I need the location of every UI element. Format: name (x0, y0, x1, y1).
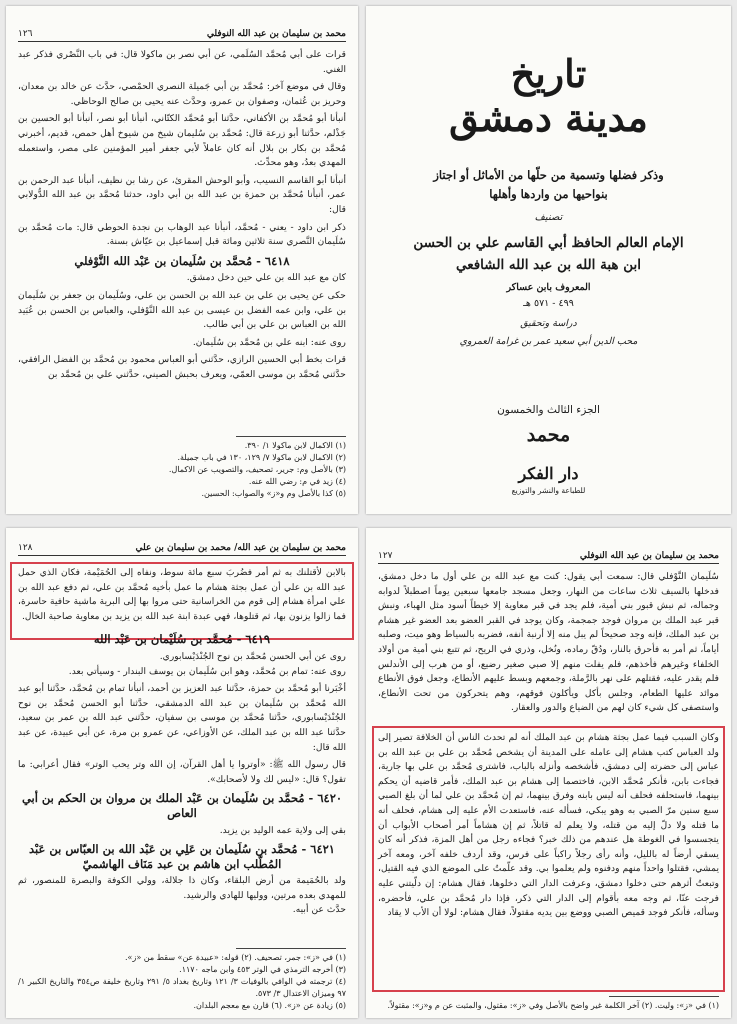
highlighted-paragraph: بالابن لأقتلنك به ثم أمر فضُربَ سبع مائة سوط، ونفاه إلى الحُمَيْمة، فكان الذي حمل عبد الله بن علي أن عمل بجثة هشام ما عمل بأخيه مُحمَّد بن علي، ثم دفع عبد الله بن علي امرأة هشام إلى قوم من الخراسانية حتى مروا بها إلى البرية ماشية حافية حاسرة، فما زالوا يزنون بها، ثم قتلوها، فهي عبدة ابنة عبد الله بن يزيد بن معاوية صاحبة الخال. (18, 567, 346, 622)
paragraph: أنبأنا أبو القاسم النسيب، وأبو الوحش المقرئ، عن رشا بن نظيف، أنبأنا عبد الرحمن بن عمر، أنبأنا مُحمَّد بن حمزة بن عبد الله بن أبي داود، حدثنا مُحمَّد بن عبد الله الدُّولابي قال: (18, 174, 346, 215)
footnote-divider (236, 436, 346, 437)
footnote-divider (236, 948, 346, 949)
paragraph: قال رسول الله ﷺ: «أوتروا يا أهل القرآن، إن الله وتر يحب الوتر» فقال أعرابي: ما تقول؟ قال: «ليس لك ولا لأصحابك». (18, 759, 346, 785)
page-body (18, 48, 346, 382)
volume-label: الجزء الثالث والخمسون (497, 404, 600, 416)
book-subtitle (386, 166, 711, 204)
paragraph: حكى عن يحيى بن علي بن عبد الله بن الحسن بن علي، وسُلَيمان بن جعفر بن سُلَيمان بن علي، وابن عمه الفضل بن عيسى بن عبد الله النَّوْفلي، والعباس بن الحسن بن عُبَيد الله بن العباس بن علي بن أبي طالب. (18, 289, 346, 331)
author-line: ابن هبة الله بن عبد الله الشافعي (455, 257, 642, 273)
paragraph: حدَّث عن أبيه. (292, 904, 346, 916)
volume-name: محمد (526, 424, 571, 446)
footnotes (378, 996, 719, 1012)
book-title-line2: مدينة دمشق (449, 95, 648, 140)
entry-heading: ٦٤١٩ - مُحمَّد بن سُلَيْمان بن عَبْد الله (93, 632, 271, 647)
footnote: (٤) ترجمته في الوافي بالوفيات ٣/ ١٢١ وتاريخ بغداد ٥/ ٢٩١ وتاريخ خليفة ص٣٥٤ والتاريخ الكبير ١/ ٩٧ وميزان الاعتدال ٣/ ٥٧٣. (18, 977, 346, 998)
paragraph: أنبأنا أبو مُحمَّد بن الأكفاني، حدَّثنا أبو مُحمَّد الكتّاني، أنبأنا أبو نصر، أنبأنا أبو الحسين بن جَذْلم، حدَّثنا أبو زرعة قال: مُحمَّد بن سُليمان شيخ من شيوخ أهل حمص، قديم، أخبرني مُحمَّد بن بكار بن بلال أنه كان عاملاً لأبي جعفر أمير المؤمنين على مصر، واستعمله المهدي بعدُ، وهو محدِّث. (18, 113, 346, 169)
entry-heading: ٦٤٢١ - مُحمَّد بن سُلَيمان بن عَلِي بن عَبْد الله بن العبّاس بن عَبْد المُطّلب ابن هاشم بن عبد مَنَاف الهاشميّ (28, 842, 335, 871)
paragraph: أخْبَرنا أبو مُحمَّد بن حمزة، حدَّثنا عبد العزيز بن أحمد، أنبأنا تمام بن مُحمَّد، حدَّثنا أبو عبد الله مُحمَّد بن سُلَيمان بن عبد الله الدمشقي، حدَّثنا أبو الحسن مُحمَّد بن نوح الجُنْدَيْسابوري، حدَّثنا مُحمَّد بن موسى بن سفيان، حدَّثني عبد الله بن عمر بن سعيد، حدَّثنا عبد الله بن عبد الملك، عن الأوزاعي، عن عمرو بن مرة، عن أبي عبيدة، عن عبد الله قال: (18, 683, 346, 753)
page-header (378, 550, 719, 564)
tasnif-label: تصنيف (534, 212, 563, 223)
footnote: (٣) بالأصل وم: جرير، تصحيف، والتصويب عن الاكمال. (168, 465, 346, 474)
header-title: محمد بن سليمان بن عبد الله النوفلي (579, 551, 719, 561)
page-number: ١٢٦ (18, 29, 33, 39)
footnote: (٥) كذا بالأصل وم و«ز» والصواب: الحسين. (201, 489, 346, 498)
page-body (378, 570, 719, 716)
paragraph: كان مع عبد الله بن علي حين دخل دمشق. (186, 272, 346, 284)
footnote: (٤) زيد في م: رضي الله عنه. (248, 477, 346, 486)
page-number: ١٢٧ (378, 551, 393, 561)
publisher-sub: للطباعة والنشر والتوزيع (511, 486, 586, 495)
footnote: (٥) زيادة عن «ز». (٦) قارن مع معجم البلدان. (193, 1001, 346, 1010)
header-title: محمد بن سليمان بن عبد الله/ محمد بن سليمان بن علي (135, 543, 346, 553)
paragraph: ذكر ابن داود - يعني - مُحمَّد، أنبأنا عبد الوهاب بن نجدة الحوطي قال: مات مُحمَّد بن سُلَيمان النَّصري سنة ثلاثين ومائة قبل إسماعيل بن عيّاش بسنة. (18, 221, 346, 248)
publisher-name: دار الفكر (518, 464, 579, 483)
footnote: (١) في «ز»: جمر، تصحيف. (٢) قوله: «عبيدة عن» سقط من «ز». (125, 953, 346, 962)
page-number: ١٢٨ (18, 543, 33, 553)
known-as: المعروف بابن عساكر (506, 282, 591, 293)
paragraph: روى عنه: تمام بن مُحمَّد، وهو ابن سُلَيمان بن يوسف البندار - وسيأتي بعد. (68, 665, 346, 677)
subtitle-line: وذكر فضلها وتسمية من حلّها من الأماثل أو اجتاز (433, 168, 664, 182)
study-label: دراسة وتحقيق (520, 318, 577, 329)
page-127 (366, 528, 731, 1018)
footnote: (٣) أخرجه الترمذي في الوتر ٤٥٣ وابن ماجه ١١٧٠. (179, 965, 346, 974)
paragraph: وقال في موضع آخر: مُحمَّد بن أبي جَميلة النصري الحمْصي، حدَّث عن خالد بن معدان، وحريز بن عُثمان، وصفوان بن عمرو، وحدَّث عنه يحيى بن صالح الوحاظي. (18, 81, 346, 107)
paragraph: ولد بالحُمَيمة من أرض البلقاء، وكان ذا جلالة، وولي الكوفة والبصرة للمنصور، ثم للمهدي بعده مرتين، ووليها للهادي والرشيد. (18, 875, 346, 901)
header-title: محمد بن سليمان بن عبد الله النوفلي (206, 29, 346, 39)
footnotes (18, 436, 346, 500)
footnote: (١) في «ز»: وليت. (٢) آخر الكلمة غير واضح بالأصل وفي «ز»: مقتول، والمثبت عن م و«ز»: مقتولاً. (387, 1001, 719, 1010)
editor-name: محب الدين أبي سعيد عمر بن غرامة العمروي (459, 336, 638, 347)
book-title (406, 52, 691, 140)
entry-heading: ٦٤١٨ - مُحمَّد بن سُلَيمان بن عَبْد الله النَّوْفلي (74, 253, 290, 268)
footnote: (٢) الاكمال لابن ماكولا ٧/ ١٢٩، ١٣٠ في باب جميلة. (177, 453, 346, 462)
highlighted-body (378, 731, 719, 921)
paragraph: قرات بخط أبي الحسين الرازي، حدَّثني أبو العباس محمود بن مُحمَّد بن الفضل الرافقي، حدَّثني مُحمَّد بن موسى العمّي، ويعرف بحبش الصيني، حدَّثني علي بن مُحمَّد بن (18, 354, 346, 380)
footnote-divider (609, 996, 719, 997)
title-page (366, 6, 731, 514)
author-dates: ٤٩٩ - ٥٧١ هـ (523, 298, 574, 309)
subtitle-line: بنواحيها من واردها وأهلها (489, 187, 608, 201)
footnotes (18, 948, 346, 1012)
page-126 (6, 6, 358, 514)
paragraph: سُلَيمان النَّوْفلي قال: سمعت أبي يقول: كنت مع عبد الله بن علي أول ما دخل دمشق، فدخلها بالسيف ثلاث ساعات من النهار، وجعل مسجد جامعها سبعين يوماً اصطبلاً لدوابه وجماله، ثم نبش قبور بني أمية، فلم يجد في قبر معاوية إلا خيطاً أسود مثل الهباء، ونبش قبر عبد الملك بن مروان فوجد جمجمة، وكان يوجد في القبر العضو بعد العضو غير هشام بن عبد الملك، فإنه وجد صحيحاً لم يبل منه إلا أرنبة أنفه، فضربه بالسياط وهو ميت، وصلبه أياماً، ثم أمر به فأحرق بالنار، ودُقّ رماده، ونُخل، وذري في الريح، ثم تتبع بني أمية من أولاد الخلفاء وغيرهم فأخذهم، فلم يفلت منهم إلا صبي صغير رضيع، أو من هرب إلى الأندلس فلم يقدر عليه، فقتلهم على نهر بالرَّملة، وجمعهم وبسط عليهم الأنطاع، وجعل فوق الأنطاع موائد عليها الطعام، وجلس بأكل ويأكلون فوقهم، وهم يتحركون من تحت الأنطاع، واستصفى كل شيء كان لهم من الضياع والدور والعقار. (378, 571, 719, 714)
paragraph: روى عن أبي الحسن مُحمَّد بن نوح الجُنْدَيْسابوري. (159, 650, 346, 662)
paragraph: بقي إلى ولاية عمه الوليد بن يزيد. (219, 824, 346, 836)
book-title-line1: تاريخ (510, 51, 587, 96)
entry-heading: ٦٤٢٠ - مُحمَّد بن سُلَيمان بن عَبْد الملك بن مروان بن الحكم بن أبي العاص (21, 791, 343, 820)
paragraph: قرات على أبي مُحمَّد السُلَمي، عن أبي نصر بن ماكولا قال: في باب النَّصْري فذكر عبد الغني. (18, 49, 346, 75)
page-header (18, 542, 346, 556)
page-128 (6, 528, 358, 1018)
paragraph: روى عنه: ابنه علي بن مُحمَّد بن سُلَيمان. (192, 336, 346, 348)
author-name (380, 232, 717, 276)
page-body (18, 566, 346, 918)
footnote: (١) الاكمال لابن ماكولا ١/ ٣٩٠. (244, 441, 346, 450)
author-line: الإمام العالم الحافظ أبي القاسم علي بن الحسن (413, 235, 684, 251)
page-header (18, 28, 346, 42)
highlighted-paragraph: وكان السبب فيما عمل بجثة هشام بن عبد الملك أنه لم تحدث الناس أن الخلافة تصير إلى ولد العباس كتب هشام إلى عامله على المدينة أن يشخص مُحمَّد بن علي بن عبد الله بن عباس إلى حضرته إلى دمشق، فأشخصه وأنزله بالباب، فاشترى مُحمَّد بن علي بها جارية، فجاءت بابن، فأنكر مُحمَّد الابن، فاختصما إلى هشام بن عبد الملك، فأمر قاضيه أن يحكم بينهما، فاستحلفه فحلف أنه ليس بابنه وفرق بينهما، ثم إن مُحمَّد بن علي لما أن بلغ الصبي سبع سنين مرّ الصبي به وهو يبكي، فسأله عنه، فاستعدت الأم عليه إلى هشام، فحلف أنه ما قتله ولا دلّ إليه من قتله، ولا يعلم له قاتلاً، ثم إن هشاماً أمر أصحاب الأبواب أن يتجسسوا في الغوطة هل عندهم من ذلك خبر؟ فجاءه رجل من أهل المزة، فذكر أنه كان يسقي أرضاً له بالليل، وأنه رأى رجلاً راكباً على فرس، وقد أردف خلفه آخر، ومعه آخر يمشي، فقتلوا واحداً منهم ودفنوه ولم يعلموا بي. وقد علّمتُ على الموضع الذي فيه القتيل، وتبعتُ أثرهم حتى دخلوا دمشق، وعرفت الدار التي دخلوها، فقال هشام: إن دلّيتني عليه فرجت عنّا، ثم وجه معه بأقوام إلى الدار التي ذكر، فإذا دار مُحمَّد بن علي، فأحضره، وسأله، فأنكر فوجد قميص الصبي ووضع بين يديه مقتولاً، فقال هشام: لولا أن الأب لا يقاد (378, 732, 719, 919)
